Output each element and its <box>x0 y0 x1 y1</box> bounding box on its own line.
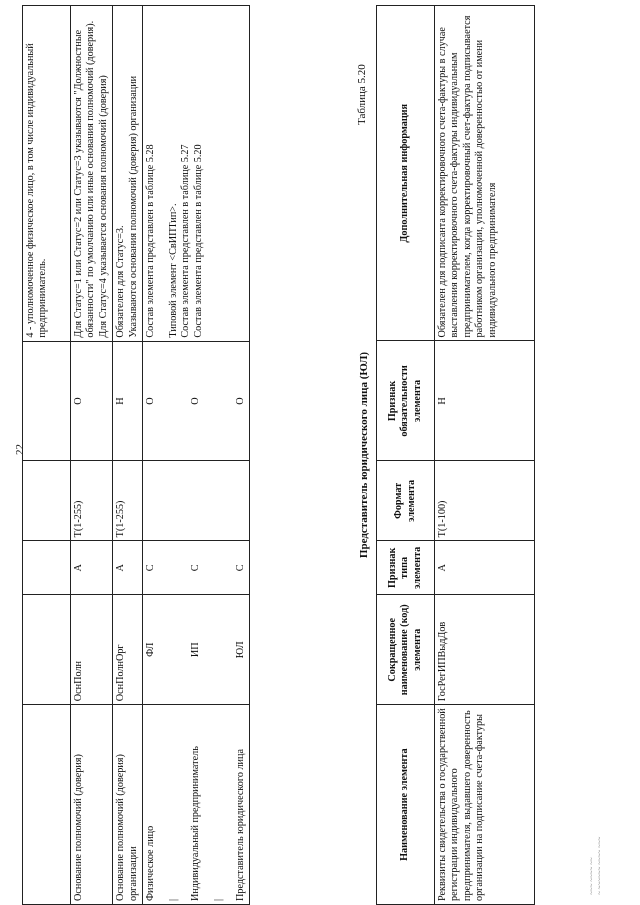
header-name: Наименование элемента <box>377 705 435 905</box>
element-name-cell: Физическое лицо | Индивидуальный предприниматель | Представитель юридического лица <box>143 705 250 905</box>
page-number: 22 <box>14 444 26 455</box>
choice-item: Индивидуальный предприниматель <box>190 746 202 901</box>
header-format: Формат элемента <box>377 461 435 541</box>
element-code-cell: ОснПолн <box>71 595 113 705</box>
element-type-cell <box>23 541 71 595</box>
table-row <box>23 6 71 905</box>
element-required-cell <box>143 341 250 461</box>
table-row <box>435 6 535 905</box>
required-item: О <box>234 397 246 405</box>
required-item: О <box>190 397 202 405</box>
element-code-cell <box>143 595 250 705</box>
choice-item: Физическое лицо <box>145 825 157 901</box>
representative-table <box>376 5 535 905</box>
type-item: С <box>234 564 246 572</box>
element-type-cell: А <box>71 541 113 595</box>
element-code-cell: ГосРегИПВыдДов <box>435 595 535 705</box>
element-type-cell: А <box>113 541 143 595</box>
element-format-cell <box>23 461 71 541</box>
element-name-cell <box>23 705 71 905</box>
element-info-cell: Обязателен для подписанта корректировочного счета-фактуры в случае выставления корректировочного счета-фактуры индивидуальным предпринимателем, когда корректировочный счет-фактура подписывается работником организации, уполномоченной доверенностью от имени индивидуального предпринимателя <box>435 6 535 342</box>
info-line: Типовой элемент <СвИПТип>. <box>167 203 179 338</box>
faint-stamp-mark: ~~~ ~~~~ ~~ ~ ~~~~~~ ~~~~ ~~~ <box>588 836 605 895</box>
element-format-cell <box>143 461 250 541</box>
choice-item: Представитель юридического лица <box>234 749 246 901</box>
table-header-row <box>377 6 435 905</box>
info-line: 4 - уполномоченное физическое лицо, в том числе индивидуальный предприниматель. <box>25 43 49 338</box>
info-line: Состав элемента представлен в таблице 5.20 <box>192 144 204 338</box>
element-format-cell: T(1-100) <box>435 461 535 541</box>
table-title: Представитель юридического лица (ЮЛ) <box>358 351 370 559</box>
element-required-cell: О <box>71 341 113 461</box>
element-name-cell: Реквизиты свидетельства о государственной регистрации индивидуального предпринимателя, выдавшего доверенность организации на подписание счета-фактуры <box>435 705 535 905</box>
info-line: Состав элемента представлен в таблице 5.28 <box>145 144 157 338</box>
info-line: Для Статус=1 или Статус=2 или Статус=3 указываются "Должностные обязанности" по умолчанию или иные основания полномочий (доверия). <box>73 20 97 338</box>
info-line: Указываются основания полномочий (доверия) организации <box>127 75 139 338</box>
element-type-cell <box>143 541 250 595</box>
header-code: Сокращенное наименование (код) элемента <box>377 595 435 705</box>
code-item: ЮЛ <box>234 641 246 659</box>
element-info-cell <box>71 6 113 342</box>
element-required-cell: Н <box>113 341 143 461</box>
table-number-label: Таблица 5.20 <box>356 64 368 125</box>
continued-table <box>22 5 250 905</box>
info-line: Состав элемента представлен в таблице 5.27 <box>180 144 192 338</box>
type-item: С <box>190 564 202 572</box>
element-code-cell: ОснПолнОрг <box>113 595 143 705</box>
code-item: ИП <box>190 642 202 658</box>
table-row <box>143 6 250 905</box>
element-name-cell: Основание полномочий (доверия) организации <box>113 705 143 905</box>
element-required-cell: Н <box>435 341 535 461</box>
element-code-cell <box>23 595 71 705</box>
element-type-cell: А <box>435 541 535 595</box>
type-item: С <box>145 564 157 572</box>
element-format-cell: T(1-255) <box>113 461 143 541</box>
header-info: Дополнительная информация <box>377 6 435 342</box>
code-item: ФЛ <box>145 642 157 657</box>
element-info-cell <box>113 6 143 342</box>
element-name-cell: Основание полномочий (доверия) <box>71 705 113 905</box>
element-info-cell <box>23 6 71 342</box>
header-required: Признак обязательности элемента <box>377 341 435 461</box>
info-line: Для Статус=4 указывается основания полномочий (доверия) <box>97 75 109 338</box>
element-info-cell <box>143 6 250 342</box>
element-required-cell <box>23 341 71 461</box>
table-row <box>113 6 143 905</box>
info-line: Обязателен для Статус=3. <box>115 225 127 338</box>
header-type: Признак типа элемента <box>377 541 435 595</box>
table-row <box>71 6 113 905</box>
element-format-cell: T(1-255) <box>71 461 113 541</box>
required-item: О <box>145 397 157 405</box>
